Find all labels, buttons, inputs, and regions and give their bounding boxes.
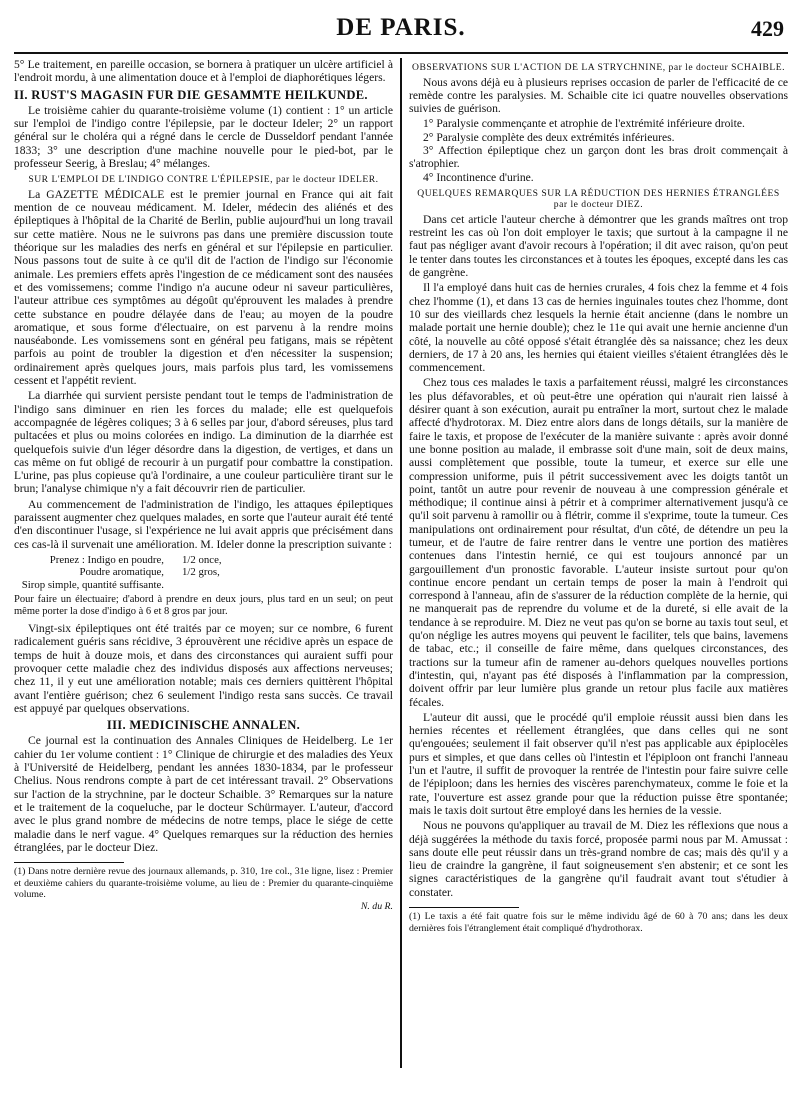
section-heading-rust: II. RUST'S MAGASIN FUR DIE GESAMMTE HEILKUNDE. bbox=[14, 87, 368, 102]
paragraph-indigo-2: La diarrhée qui survient persiste pendant tout le temps de l'administration de l'indigo sans diminuer en rien les forces du malade; elle est quelquefois accompagnée de légères coliques; 3 à 6 selles par jour, d'abord séreuses, plus tard pultacées et plus ou moins colorées en indigo. La diminution de la diarrhée est quelquefois suivie d'un léger désordre dans la digestion, de vertiges, et dans un cas même on fut obligé de recourir à un purgatif pour combattre la constipation. L'urine, pas plus copieuse qu'à l'ordinaire, a une couleur particulière tirant sur le brun; l'analyse chimique n'y a fait découvrir rien de particulier. bbox=[14, 389, 393, 496]
paragraph-hernies-1: Dans cet article l'auteur cherche à démontrer que les grands maîtres ont trop restreint les cas où l'on doit employer le taxis; que surtout à la campagne il ne faut pas négliger avant d'avoir recours à l'opération; il dit avec raison, qu'on peut le tenter dans toutes les circonstances et à toutes les époques, excepté dans les cas de gangrène. bbox=[409, 212, 788, 280]
footnote-right: (1) Le taxis a été fait quatre fois sur le même individu âgé de 60 à 70 ans; dans les deux dernières fois l'étranglement était compliqué d'hydrothorax. bbox=[409, 911, 788, 934]
paragraph-hernies-4: L'auteur dit aussi, que le procédé qu'il emploie réussit aussi bien dans les hernies récentes et réellement étranglées, que dans celles qui ne sont qu'engouées; seulement il fait observer qu'il n'est pas applicable aux épiplocèles purs et simples, et que dans celles où l'intestin et l'épiploon ont franchi l'anneau l'un et l'autre, il suffit de provoquer la rentrée de l'intestin pour faire suivre celle de l'épiploon; dans les hernies des viscères parenchymateux, comme le foie et la rate, l'ouverture est assez grande pour que la réduction puisse être spontanée; mais le taxis doit surtout être employé dans les hernies de la vessie. bbox=[409, 710, 788, 817]
intro-paragraph: 5° Le traitement, en pareille occasion, se bornera à pratiquer un ulcère artificiel à l'endroit mordu, à une alimentation douce et à l'emploi de diaphorétiques légers. bbox=[14, 58, 393, 85]
prescription-dose: 1/2 once, bbox=[182, 553, 222, 566]
prescription-dose: 1/2 gros, bbox=[182, 566, 220, 579]
article-heading-hernies: QUELQUES REMARQUES SUR LA RÉDUCTION DES HERNIES ÉTRANGLÉES par le docteur DIEZ. bbox=[417, 187, 780, 211]
left-column bbox=[14, 58, 400, 1068]
prescription-line bbox=[14, 554, 393, 566]
paragraph-indigo-4: Vingt-six épileptiques ont été traités par ce moyen; sur ce nombre, 6 furent radicalement guéris sans récidive, 3 éprouvèrent une récidive après un espace de temps de huit à douze mois, et dans des circonstances qui auraient suffi pour provoquer cette maladie chez des individus disposés aux affections nerveuses; chez 11, il y eut une amélioration notable; mais ces derniers quittèrent l'hôpital avant l'entière guérison; chez 6 seulement l'indigo resta sans succès. Ce travail est appuyé par quelques observations. bbox=[14, 622, 393, 715]
right-column bbox=[402, 58, 788, 1068]
prescription bbox=[14, 554, 393, 591]
paragraph-rust-contents: Le troisième cahier du quarante-troisième volume (1) contient : 1° un article sur l'emploi de l'indigo contre l'épilepsie, par le docteur Ideler; 2° un rapport général sur le choléra qui a régné dans le cercle de Dusseldorf pendant l'année 1833; 3° une description d'une machine nouvelle pour le pied-bot, par le professeur Seerig, à Breslau; 4° mélanges. bbox=[14, 103, 393, 171]
paragraph-strychnine: Nous avons déjà eu à plusieurs reprises occasion de parler de l'efficacité de ce remède contre les paralysies. M. Schaible cite ici quatre nouvelles observations suivies de guérison. bbox=[409, 75, 788, 116]
paragraph-indigo-1: La GAZETTE MÉDICALE est le premier journal en France qui ait fait mention de ce nouveau médicament. M. Ideler, médecin des aliénés et des épileptiques à l'hôpital de la Charité de Berlin, publie aujourd'hui un long travail sur cette matière. Nous ne le suivrons pas dans une première discussion toute théorique sur les maladies des nerfs en général et sur l'épilepsie en particulier. Nous passons tout de suite à ce qu'il dit de l'action de l'indigo sur l'économie animale. Les premiers effets après l'ingestion de ce médicament sont des nausées et des vomissemens; comme l'indigo n'a aucune odeur ni saveur particulières, l'auteur attribue ces symptômes au dégoût qu'éprouvent les malades à prendre cette substance en poudre délayée dans de l'eau; au moyen de la poudre aromatique, et sous forme d'électuaire, on est parvenu à la rendre moins nauséabonde. Les vomissemens sont en général peu fatigans, mais se répètent parfois au point de troubler la digestion et d'en nécessiter la suspension; ordinairement après quelques jours, mais parfois plus tard, les vomissemens cessent et l'appétit revient. bbox=[14, 187, 393, 388]
list-item: 1° Paralysie commençante et atrophie de l'extrémité inférieure droite. bbox=[423, 117, 745, 131]
two-column-body bbox=[14, 58, 788, 1068]
prescription-item: Prenez : Indigo en poudre, bbox=[49, 553, 164, 566]
paragraph-indigo-3: Au commencement de l'administration de l'indigo, les attaques épileptiques paraissent augmenter chez quelques malades, en sorte que l'auteur aurait été tenté d'en discontinuer l'usage, si l'expérience ne lui avait appris que précisément dans ces cas-là il survenait une amélioration. M. Ideler donne la prescription suivante : bbox=[14, 497, 393, 551]
paragraph-hernies-2: Il l'a employé dans huit cas de hernies crurales, 4 fois chez la femme et 4 fois chez l'homme (1), et dans 13 cas de hernies inguinales toutes chez l'homme, dont 10 sur des vieillards chez lesquels la hernie était ancienne (dans le nombre un malade portait une hernie double); chez le 11e qui avait une hernie ancienne d'un côté, la nouvelle au côté opposé s'était étranglée dès sa naissance; chez les deux derniers, de 17 à 20 ans, les hernies qui étaient vieilles s'étaient étranglées dès le commencement. bbox=[409, 281, 788, 375]
page-number: 429 bbox=[751, 16, 784, 41]
prescription-line bbox=[14, 566, 393, 578]
running-header bbox=[14, 14, 788, 46]
running-title: DE PARIS. bbox=[336, 14, 466, 41]
list-item: 3° Affection épileptique chez un garçon dont les bras droit commençait à s'atrophier. bbox=[409, 143, 788, 171]
list-item: 2° Paralysie complète des deux extrémités inférieures. bbox=[423, 130, 675, 144]
article-heading-indigo: SUR L'EMPLOI DE L'INDIGO CONTRE L'ÉPILEPSIE, par le docteur IDELER. bbox=[28, 174, 379, 186]
prescription-line bbox=[14, 579, 393, 591]
prescription-item: Poudre aromatique, bbox=[79, 566, 164, 579]
footnote-rule bbox=[14, 862, 124, 863]
article-heading-strychnine: OBSERVATIONS SUR L'ACTION DE LA STRYCHNINE, par le docteur SCHAIBLE. bbox=[412, 62, 785, 73]
prescription-item: Sirop simple, quantité suffisante. bbox=[21, 578, 164, 591]
paragraph-hernies-5: Nous ne pouvons qu'appliquer au travail de M. Diez les réflexions que nous a déjà suggérées la méthode du taxis forcé, proposée parmi nous par M. Amussat : sans doute elle peut réussir dans un très-grand nombre de cas; mais dès qu'il y a lieu de craindre la gangrène, il faut soigneusement s'en abstenir; et ce sont les signes caractéristiques de la gangrène qu'il faudrait avant tout s'étudier à constater. bbox=[409, 819, 788, 899]
list-item: 4° Incontinence d'urine. bbox=[423, 170, 534, 184]
observation-list bbox=[409, 117, 788, 183]
paragraph-annalen: Ce journal est la continuation des Annales Cliniques de Heidelberg. Le 1er cahier du 1er volume contient : 1° Clinique de chirurgie et des maladies des Yeux à l'Université de Heidelberg, pendant les années 1830-1834, par le professeur Chelius. Nous rendrons compte à part de cet intéressant travail. 2° Observations sur l'action de la strychnine, par le docteur Schaible. 3° Remarques sur la nature et le traitement de la coqueluche, par le docteur Schürmayer. L'auteur, d'accord avec le plus grand nombre de médecins de notre temps, place le siége de cette maladie dans le nerf vague. 4° Quelques remarques sur la réduction des hernies étranglées, par le docteur Diez. bbox=[14, 734, 393, 854]
paragraph-hernies-3: Chez tous ces malades le taxis a parfaitement réussi, malgré les circonstances les plus défavorables, et où peut-être une opération qui n'aurait rien laissé à désirer quant à son exécution, aurait pu entraîner la mort, surtout chez le malade affecté d'hydrotorax. M. Diez entre alors dans de longs détails, sur la manière de faire le taxis, et propose de l'exécuter de la manière suivante : après avoir donné une bonne position au malade, il embrasse soit d'une main, soit de deux mains, aussi complètement que possible, toute la tumeur, et exerce sur elle une compression uniforme, puis il pétrit successivement avec les doigts tantôt un point, tantôt un autre pour revenir de nouveau à une compression générale et méthodique; il continue ainsi à pétrir et à comprimer alternativement jusqu'à ce qu'il soit parvenu à ramollir ou à flétrir, comme il s'exprime, toute la tumeur. Ces manipulations ont ordinairement pour résultat, d'un côté, de détendre un peu la tumeur, et de l'autre de faire rentrer dans le ventre une portion des matières contenues dans l'intestin hernié, ce qui est toujours annoncé par un gargouillement d'un pronostic favorable. L'auteur insiste surtout pour qu'on continue encore pendant un certain temps de poser la main à l'endroit qui correspond à l'anneau, afin de s'assurer de la réduction complète de la hernie, qui ne manquerait pas de reprendre du volume et de la dureté, si elle avait de la tendance à se reproduire. M. Diez ne veut pas qu'on se borne au taxis tout seul, et qu'on néglige les autres moyens qui peuvent le faciliter, tels que bains, lavemens de tabac, etc.; il conseille de faire même, dans quelques circonstances, des tractions sur la tumeur afin de ramener au-dehors quelques nouvelles portions d'intestin, qui, n'ayant pas été disposés à l'inflammation par la compression, doivent offrir par leur lumière plus grande un retour plus facile aux matières fécales. bbox=[409, 376, 788, 709]
footnote-left: (1) Dans notre dernière revue des journaux allemands, p. 310, 1re col., 31e ligne, lisez : Premier et deuxième cahiers du quarante-troisième volume, au lieu de : Premier du quarante-cinquième volume. bbox=[14, 866, 393, 901]
footnote-signature: N. du R. bbox=[360, 900, 393, 912]
footnote-rule bbox=[409, 907, 519, 908]
prescription-note: Pour faire un électuaire; d'abord à prendre en deux jours, plus tard en un seul; on peut même porter la dose d'indigo à 6 et 8 gros par jour. bbox=[14, 594, 393, 618]
section-heading-annalen: III. MEDICINISCHE ANNALEN. bbox=[106, 718, 301, 733]
header-rule bbox=[14, 52, 788, 54]
